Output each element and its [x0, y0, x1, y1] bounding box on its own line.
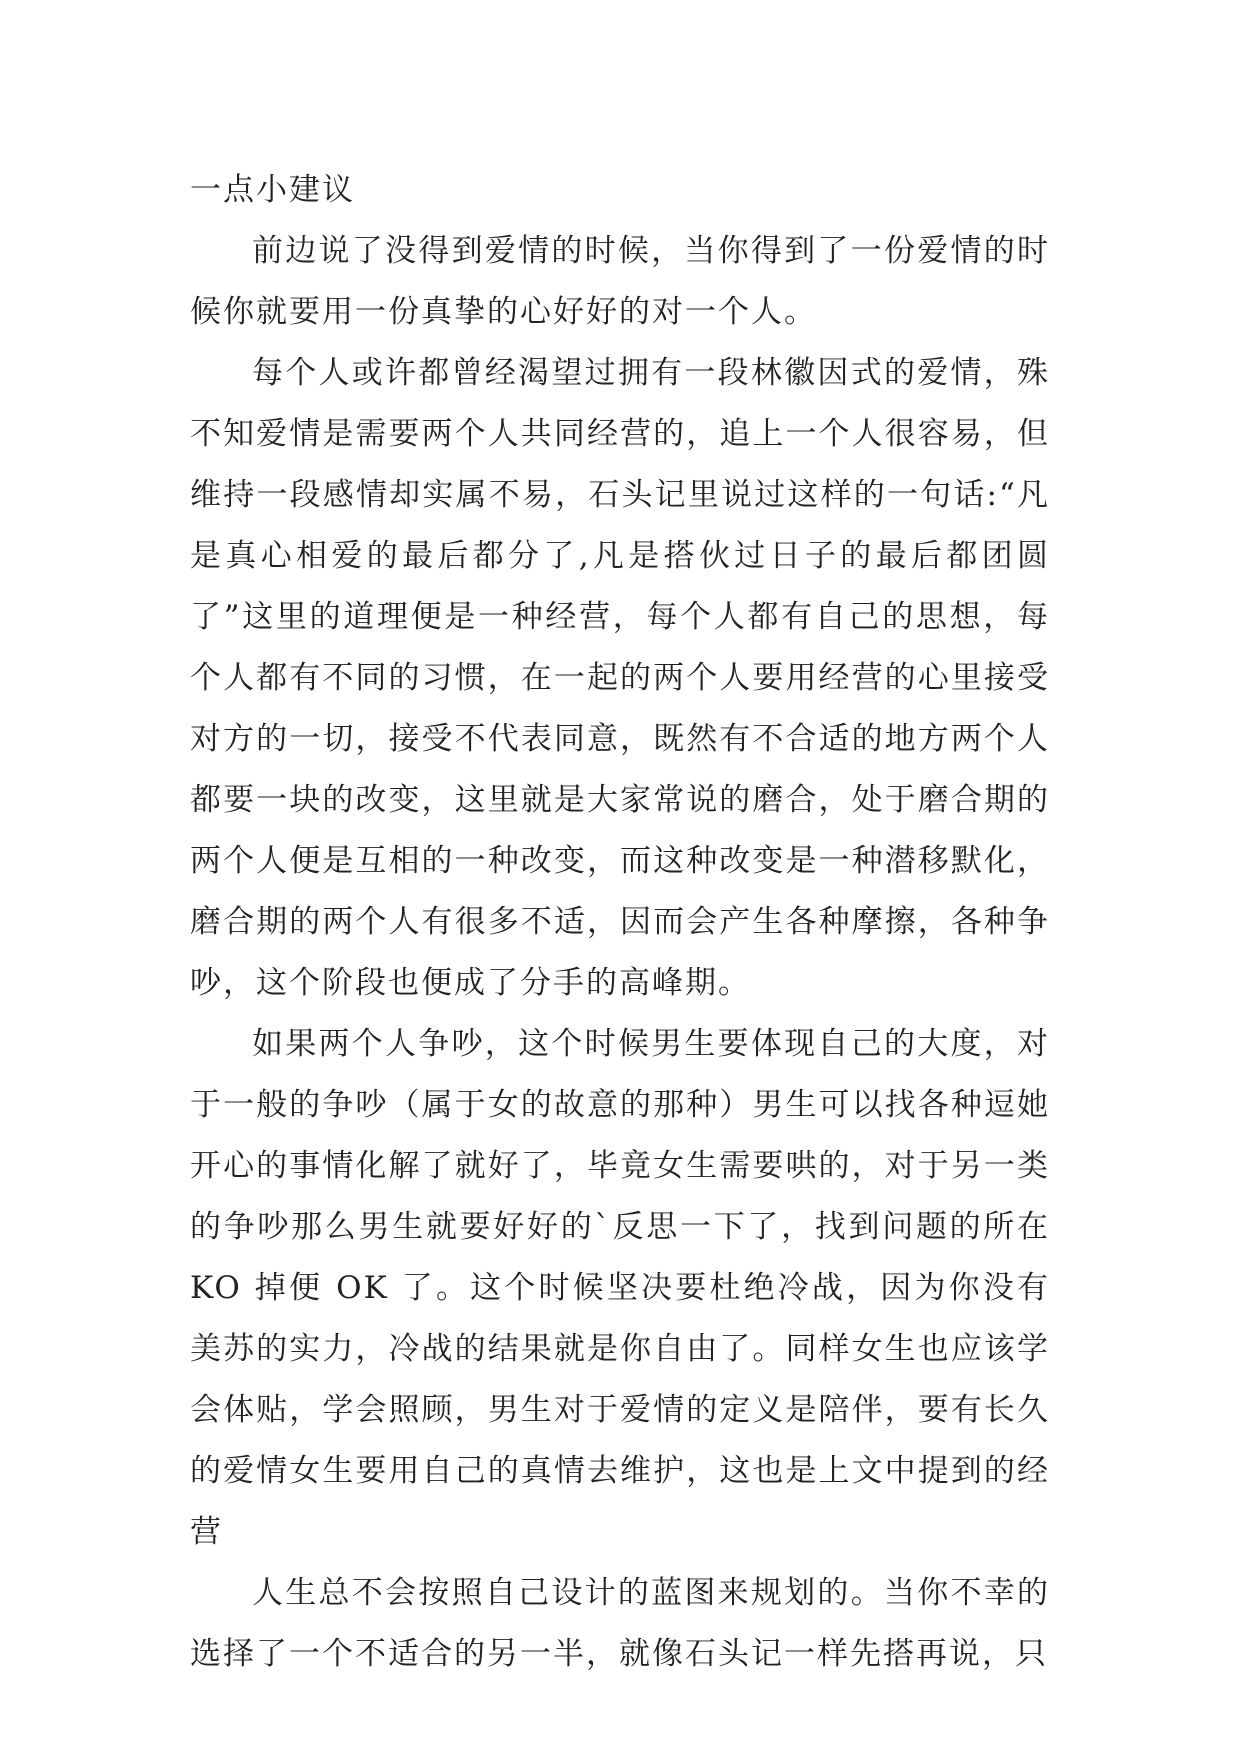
paragraph-4: 人生总不会按照自己设计的蓝图来规划的。当你不幸的选择了一个不适合的另一半，就像石头记一样先搭再说，只: [190, 1575, 1050, 1672]
paragraph-1: 前边说了没得到爱情的时候，当你得到了一份爱情的时候你就要用一份真挚的心好好的对一个人。: [190, 233, 1050, 330]
document-heading: 一点小建议: [190, 172, 355, 208]
document-body: [190, 160, 1050, 1685]
paragraph-3: 如果两个人争吵，这个时候男生要体现自己的大度，对于一般的争吵（属于女的故意的那种）男生可以找各种逗她开心的事情化解了就好了，毕竟女生需要哄的，对于另一类的争吵那么男生就要好好的`反思一下了，找到问题的所在KO 掉便 OK 了。这个时候坚决要杜绝冷战，因为你没有美苏的实力，冷战的结果就是你自由了。同样女生也应该学会体贴，学会照顾，男生对于爱情的定义是陪伴，要有长久的爱情女生要用自己的真情去维护，这也是上文中提到的经营: [190, 1026, 1050, 1550]
paragraph-2: 每个人或许都曾经渴望过拥有一段林徽因式的爱情，殊不知爱情是需要两个人共同经营的，追上一个人很容易，但维持一段感情却实属不易，石头记里说过这样的一句话:“凡是真心相爱的最后都分了,凡是搭伙过日子的最后都团圆了”这里的道理便是一种经营，每个人都有自己的思想，每个人都有不同的习惯，在一起的两个人要用经营的心里接受对方的一切，接受不代表同意，既然有不合适的地方两个人都要一块的改变，这里就是大家常说的磨合，处于磨合期的两个人便是互相的一种改变，而这种改变是一种潜移默化，磨合期的两个人有很多不适，因而会产生各种摩擦，各种争吵，这个阶段也便成了分手的高峰期。: [190, 355, 1050, 1001]
